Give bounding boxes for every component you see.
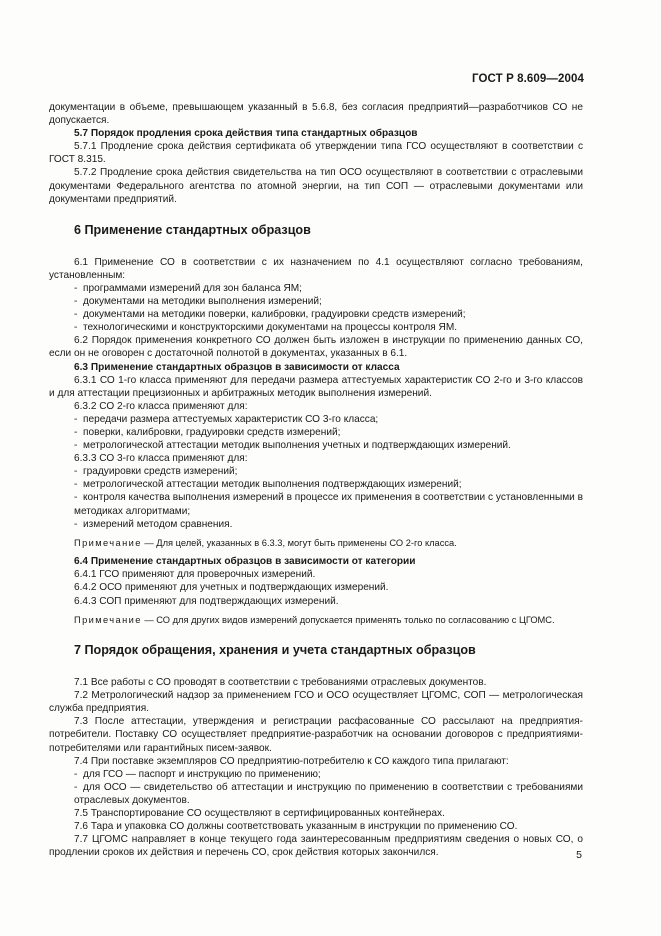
paragraph-5-7-2: 5.7.2 Продление срока действия свидетельства на тип ОСО осуществляют в соответствии с отраслевыми документами Федерального агентства по атомной энергии, на тип СОП — отраслевыми документами или документами предприятий. <box>49 167 583 205</box>
note-6-3-3 <box>49 537 583 550</box>
paragraph-7-3: 7.3 После аттестации, утверждения и регистрации расфасованные СО рассылают на предприятия-потребители. Поставку СО осуществляет предприятие-разработчик на основании договоров с предприятиями-потребителями или гарантийных писем-заявок. <box>49 716 583 754</box>
paragraph-7-6: 7.6 Тара и упаковка СО должны соответствовать указанным в инструкции по применению СО. <box>74 821 518 833</box>
note-label: Примечание <box>74 614 142 625</box>
list-item: - метрологической аттестации методик выполнения подтверждающих измерений; <box>74 479 462 491</box>
paragraph-6-1: 6.1 Применение СО в соответствии с их назначением по 4.1 осуществляют согласно требованиям, установленным: <box>49 256 583 281</box>
paragraph-5-7-1: 5.7.1 Продление срока действия сертификата об утверждении типа ГСО осуществляют в соответствии с ГОСТ 8.315. <box>49 141 583 166</box>
paragraph-7-4: 7.4 При поставке экземпляров СО предприятию-потребителю к СО каждого типа прилагают: <box>74 755 509 767</box>
list-item: - для ГСО — паспорт и инструкцию по применению; <box>74 768 321 780</box>
note-6-4 <box>49 614 583 627</box>
paragraph-6-4-3: 6.4.3 СОП применяют для подтверждающих измерений. <box>74 595 339 607</box>
paragraph-7-5: 7.5 Транспортирование СО осуществляют в сертифицированных контейнерах. <box>74 808 445 820</box>
list-6-3-2 <box>49 413 583 452</box>
list-item: - передачи размера аттестуемых характеристик СО 3-го класса; <box>74 413 379 425</box>
paragraph-6-3-1: 6.3.1 СО 1-го класса применяют для передачи размера аттестуемых характеристик СО 2-го и 3-го классов и для аттестации прецизионных и арбитражных методик выполнения измерений. <box>49 374 583 399</box>
paragraph-7-1: 7.1 Все работы с СО проводят в соответствии с требованиями отраслевых документов. <box>74 677 487 689</box>
list-item: - контроля качества выполнения измерений в процессе их применения в соответствии с установленными в методиках алгоритмами; <box>74 492 583 517</box>
list-item: - поверки, калибровки, градуировки средств измерений; <box>74 426 341 438</box>
paragraph-7-7: 7.7 ЦГОМС направляет в конце текущего года заинтересованным предприятиям сведения о новых СО, о продлении сроков их действия и перечень СО, срок действия которых закончился. <box>49 834 583 859</box>
paragraph-7-2: 7.2 Метрологический надзор за применением ГСО и ОСО осуществляет ЦГОМС, СОП — метрологическая служба предприятия. <box>49 690 583 715</box>
page-content <box>49 101 583 859</box>
section-heading-6: 6 Применение стандартных образцов <box>74 222 311 237</box>
subsection-heading-5-7: 5.7 Порядок продления срока действия типа стандартных образцов <box>74 128 418 140</box>
list-item: - градуировки средств измерений; <box>74 466 238 478</box>
list-6-1 <box>49 282 583 334</box>
list-item: - для ОСО — свидетельство об аттестации и инструкцию по применению в соответствии с требованиями отраслевых документов. <box>74 781 583 806</box>
paragraph-6-2: 6.2 Порядок применения конкретного СО должен быть изложен в инструкции по применению данных СО, если он не оговорен с достаточной полнотой в документах, указанных в 6.1. <box>49 335 583 360</box>
list-item: - технологическими и конструкторскими документами на процессы контроля ЯМ. <box>74 322 458 334</box>
list-item: - программами измерений для зон баланса ЯМ; <box>74 282 302 294</box>
paragraph-6-3-3: 6.3.3 СО 3-го класса применяют для: <box>74 453 248 465</box>
paragraph-6-4-2: 6.4.2 ОСО применяют для учетных и подтверждающих измерений. <box>74 582 389 594</box>
note-text: — СО для других видов измерений допускается применять только по согласованию с ЦГОМС. <box>141 614 555 625</box>
paragraph-6-3-2: 6.3.2 СО 2-го класса применяют для: <box>74 400 248 412</box>
subsection-heading-6-4: 6.4 Применение стандартных образцов в зависимости от категории <box>74 556 416 568</box>
standard-code-header: ГОСТ Р 8.609—2004 <box>472 73 584 85</box>
subsection-heading-6-3: 6.3 Применение стандартных образцов в зависимости от класса <box>74 361 400 373</box>
list-item: - измерений методом сравнения. <box>74 518 233 530</box>
list-item: - документами на методики поверки, калибровки, градуировки средств измерений; <box>74 309 466 321</box>
list-7-4 <box>49 768 583 807</box>
note-text: — Для целей, указанных в 6.3.3, могут быть применены СО 2-го класса. <box>141 537 457 548</box>
list-6-3-3 <box>49 465 583 530</box>
page-number: 5 <box>576 849 582 861</box>
note-label: Примечание <box>74 537 142 548</box>
paragraph-5-6-continuation: документации в объеме, превышающем указанный в 5.6.8, без согласия предприятий—разработчиков СО не допускается. <box>49 102 583 127</box>
paragraph-6-4-1: 6.4.1 ГСО применяют для проверочных измерений. <box>74 569 316 581</box>
list-item: - документами на методики выполнения измерений; <box>74 296 322 308</box>
section-heading-7: 7 Порядок обращения, хранения и учета стандартных образцов <box>74 643 476 658</box>
list-item: - метрологической аттестации методик выполнения учетных и подтверждающих измерений. <box>74 440 511 452</box>
